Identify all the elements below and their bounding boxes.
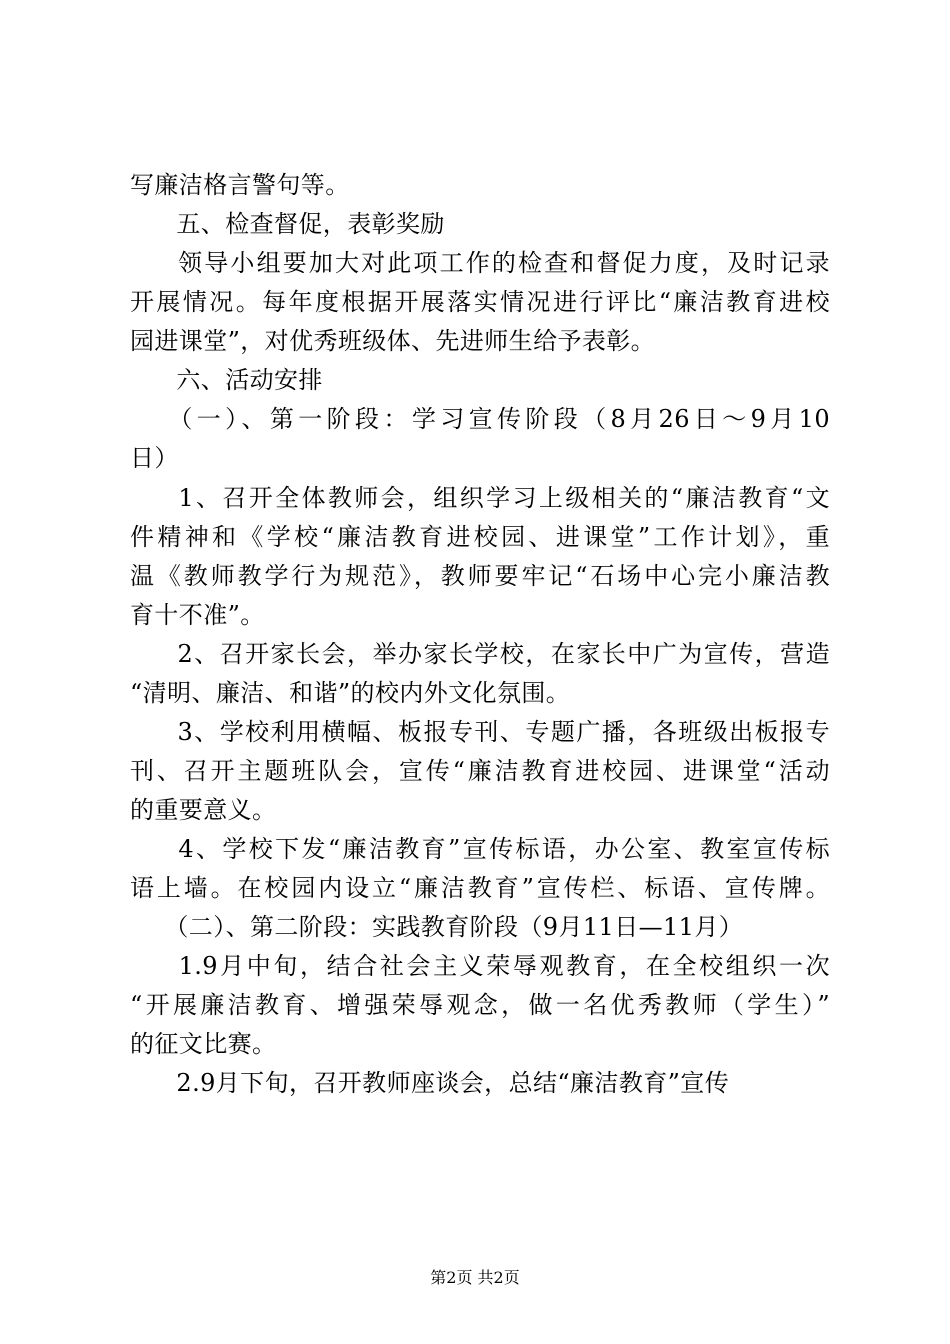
text-line: 3、学校利用横幅、板报专刊、专题广播，各班级出板报专 xyxy=(152,718,830,746)
text-line: 领导小组要加大对此项工作的检查和督促力度，及时记录 xyxy=(152,249,830,277)
section-heading: 五、检查督促，表彰奖励 xyxy=(152,210,445,238)
text-line: 写廉洁格言警句等。 xyxy=(130,171,350,199)
text-line: 2、召开家长会，举办家长学校，在家长中广为宣传，营造 xyxy=(152,640,830,668)
text-line: 育十不准”。 xyxy=(130,601,265,629)
text-line: 语上墙。在校园内设立“廉洁教育”宣传栏、标语、宣传牌。 xyxy=(130,874,830,902)
text-line: 2.9月下旬，召开教师座谈会，总结“廉洁教育”宣传 xyxy=(152,1069,730,1097)
text-line: 温《教师教学行为规范》，教师要牢记“石场中心完小廉洁教 xyxy=(130,562,830,590)
page-footer: 第2页 共2页 xyxy=(430,1268,520,1287)
text-line: 的重要意义。 xyxy=(130,796,277,824)
text-line: 的征文比赛。 xyxy=(130,1030,277,1058)
text-line: 开展情况。每年度根据开展落实情况进行评比“廉洁教育进校 xyxy=(130,288,830,316)
text-line: 刊、召开主题班队会，宣传“廉洁教育进校园、进课堂“活动 xyxy=(130,757,830,785)
subsection-heading: （二）、第二阶段：实践教育阶段（9月11日—11月） xyxy=(152,913,744,941)
text-line: “清明、廉洁、和谐”的校内外文化氛围。 xyxy=(130,679,571,707)
text-line: “开展廉洁教育、增强荣辱观念，做一名优秀教师（学生）” xyxy=(130,991,830,1019)
text-line: 园进课堂”，对优秀班级体、先进师生给予表彰。 xyxy=(130,327,656,355)
subsection-heading: （一）、第一阶段：学习宣传阶段（8月26日～9月10 xyxy=(152,405,830,433)
text-line: 1.9月中旬，结合社会主义荣辱观教育，在全校组织一次 xyxy=(152,952,830,980)
text-line: 1、召开全体教师会，组织学习上级相关的“廉洁教育“文 xyxy=(152,484,830,512)
text-line: 日） xyxy=(130,444,179,472)
section-heading: 六、活动安排 xyxy=(152,366,323,394)
text-line: 件精神和《学校“廉洁教育进校园、进课堂”工作计划》，重 xyxy=(130,523,830,551)
text-line: 4、学校下发“廉洁教育”宣传标语，办公室、教室宣传标 xyxy=(152,835,830,863)
